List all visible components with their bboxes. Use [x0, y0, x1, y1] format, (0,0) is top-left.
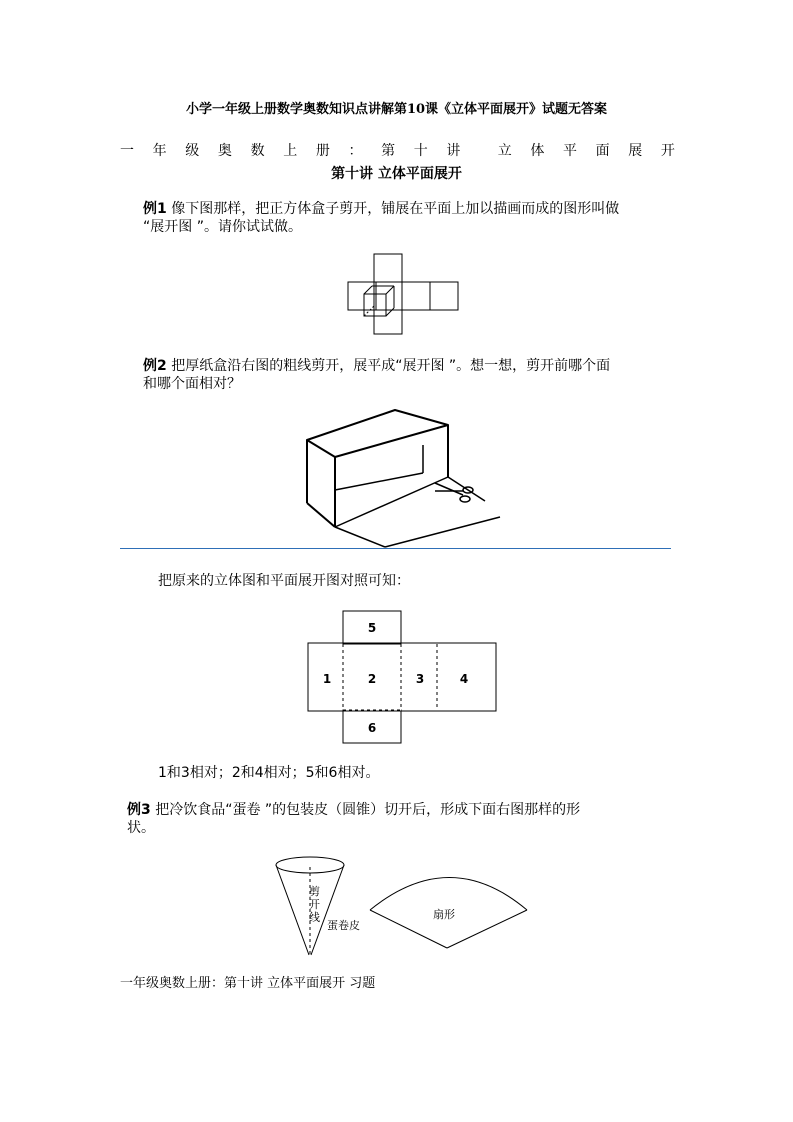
net-label-2: 2: [367, 672, 377, 686]
example-1-label: 例1: [143, 201, 167, 217]
section-divider: [120, 548, 671, 549]
spaced-header: [120, 140, 675, 160]
example-3-line2: 状。: [127, 820, 155, 836]
cone-top-ellipse: [276, 857, 344, 873]
net-label-1: 1: [322, 672, 332, 686]
example-1-text: [143, 200, 683, 236]
header-char: 一: [120, 143, 134, 159]
sector-arc: [370, 878, 527, 911]
compare-text: 把原来的立体图和平面展开图对照可知：: [158, 573, 410, 589]
box-cut-figure: [295, 405, 505, 550]
header-char: 十: [413, 143, 428, 159]
footer-text: 一年级奥数上册：第十讲 立体平面展开 习题: [120, 976, 376, 991]
header-char: 面: [595, 143, 610, 159]
cut-line-char-2: 开: [309, 898, 320, 911]
net-label-3: 3: [415, 672, 425, 686]
cut-line-char-1: 剪: [309, 885, 320, 898]
sector-label: 扇形: [433, 908, 455, 921]
header-char: 讲: [446, 143, 461, 159]
header-char: 立: [497, 143, 512, 159]
document-title: 小学一年级上册数学奥数知识点讲解第10课《立体平面展开》试题无答案: [185, 102, 608, 117]
lesson-title: 第十讲 立体平面展开: [331, 166, 462, 182]
example-3-text: [127, 801, 687, 837]
example-3-line1: 把冷饮食品“蛋卷 ”的包装皮（圆锥）切开后，形成下面右图那样的形: [150, 802, 581, 818]
header-char: 展: [628, 143, 643, 159]
example-2-text: [143, 357, 683, 393]
answer-text: 1和3相对；2和4相对；5和6相对。: [158, 765, 380, 781]
net-square-right1: [402, 282, 430, 310]
cut-line-char-3: 线: [309, 911, 320, 924]
net-label-4: 4: [459, 672, 469, 686]
header-char: 级: [185, 143, 200, 159]
numbered-net-figure: [305, 608, 500, 748]
example-2-line1: 把厚纸盒沿右图的粗线剪开，展平成“展开图 ”。想一想，剪开前哪个面: [166, 358, 611, 374]
header-char: 年: [152, 143, 167, 159]
net-label-5: 5: [367, 621, 377, 635]
cone-skin-label: 蛋卷皮: [327, 919, 360, 932]
cube-net-figure: [340, 250, 470, 340]
scissors-icon: [435, 483, 473, 502]
net-square-top: [374, 254, 402, 282]
box-top-face: [307, 410, 448, 457]
header-char: ：: [348, 143, 363, 159]
example-2-line2: 和哪个面相对？: [143, 376, 241, 392]
net-label-6: 6: [367, 721, 377, 735]
header-char: 奥: [217, 143, 232, 159]
header-char: 数: [250, 143, 265, 159]
example-1-line1: 像下图那样，把正方体盒子剪开，铺展在平面上加以描画而成的图形叫做: [166, 201, 620, 217]
example-1-line2: “展开图 ”。请你试试做。: [143, 219, 302, 235]
header-char: 册: [315, 143, 330, 159]
example-2-label: 例2: [143, 358, 167, 374]
header-char: 平: [562, 143, 577, 159]
header-char: 开: [660, 143, 675, 159]
net-square-right2: [430, 282, 458, 310]
header-char: 第: [381, 143, 396, 159]
cone-figure: [265, 855, 540, 960]
header-char: 体: [530, 143, 545, 159]
example-3-label: 例3: [127, 802, 151, 818]
header-char: 上: [283, 143, 298, 159]
